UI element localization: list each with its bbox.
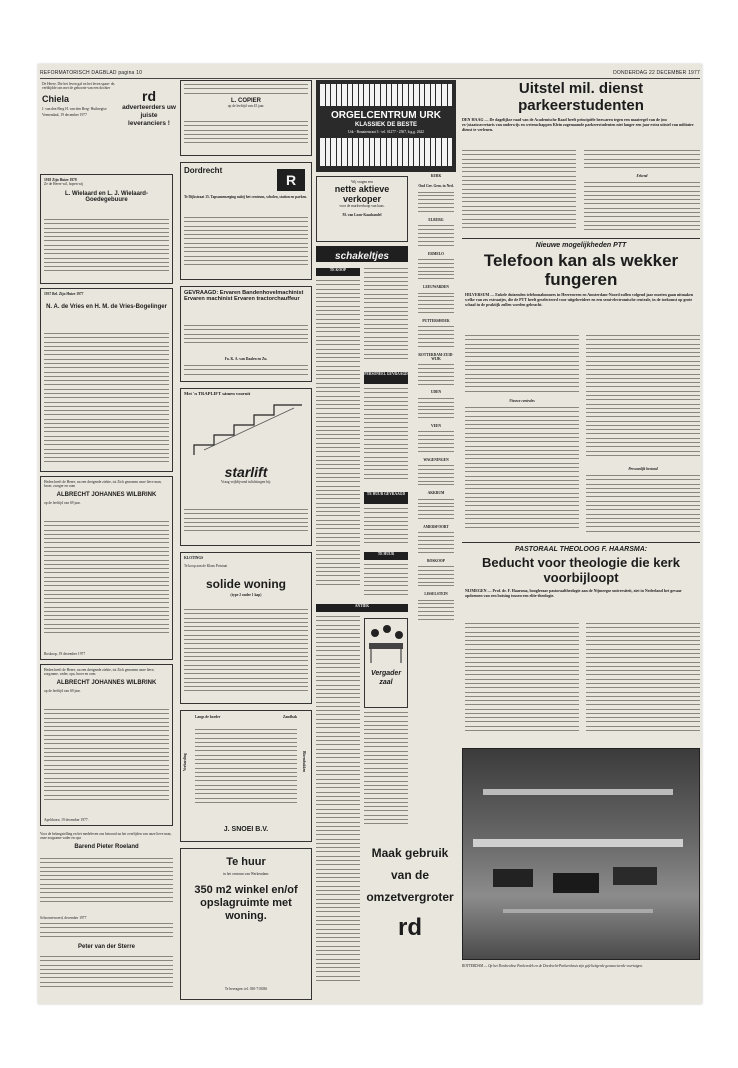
church-text-line bbox=[418, 431, 454, 432]
verkoper-sub: voor de markverkoop van kaas. bbox=[339, 204, 385, 209]
dordrecht-title: Dordrecht bbox=[184, 166, 223, 175]
church-entry bbox=[414, 458, 458, 486]
church-text-line bbox=[418, 346, 454, 347]
headline-2: Telefoon kan als wekker fungeren bbox=[483, 251, 679, 289]
kerk-intro: KERK bbox=[430, 174, 442, 178]
wielaard-dates: 1918 Zijn Huize 1978 bbox=[44, 178, 77, 182]
snoei-top-right: Zandbak bbox=[283, 715, 297, 719]
church-text-line bbox=[418, 192, 454, 193]
church-text-line bbox=[418, 312, 454, 313]
huur-gevraagd-text bbox=[364, 508, 408, 548]
church-text-line bbox=[418, 338, 454, 339]
church-text-line bbox=[418, 611, 454, 612]
roeland-text bbox=[40, 858, 173, 908]
ad-orgelcentrum bbox=[316, 80, 456, 172]
church-text-line bbox=[418, 582, 454, 583]
church-text-line bbox=[418, 263, 454, 264]
church-text-line bbox=[418, 574, 454, 575]
albrecht2-text bbox=[44, 709, 169, 809]
rd-advertisers-ad bbox=[122, 82, 176, 172]
starlift-sub: Vraag vrijblijvend inlichtingen bij: bbox=[221, 480, 271, 485]
te-koop-text bbox=[316, 280, 360, 600]
church-text-line bbox=[418, 413, 454, 414]
church-entry bbox=[414, 218, 458, 246]
church-text-line bbox=[418, 296, 454, 297]
vergaderzaal-label: Vergader zaal bbox=[370, 670, 402, 686]
church-text-line bbox=[418, 199, 454, 200]
starlift-logo: starlift bbox=[224, 464, 268, 481]
copier-age: op de leeftijd van 45 jaar. bbox=[227, 104, 265, 108]
header-right: DONDERDAG 22 DECEMBER 1977 bbox=[613, 70, 700, 76]
church-name: BOSKOOP bbox=[427, 558, 445, 563]
albrecht1-text bbox=[44, 521, 169, 641]
traplift-title: Met 'n TRAPLIFT sámen vooruit bbox=[184, 391, 251, 396]
kloting-title: solide woning bbox=[206, 576, 286, 591]
church-entry bbox=[414, 184, 458, 212]
church-text-line bbox=[418, 384, 454, 385]
church-text-line bbox=[418, 451, 454, 452]
albrecht1-age: op de leeftijd van 69 jaar. bbox=[44, 500, 81, 505]
church-text-line bbox=[418, 548, 454, 549]
ad-kloting bbox=[180, 552, 312, 704]
vries-text bbox=[44, 333, 169, 469]
roeland-intro: Voor de belangstelling en het medeleven ons betoond na het overlijden van onze lieve man, onze zorgzame vader en opa bbox=[40, 832, 172, 841]
gevraagd-firm: Fa. K. A. van Daalen en Zn. bbox=[224, 357, 268, 361]
church-text-line bbox=[418, 435, 454, 436]
ad-verkoper bbox=[316, 176, 408, 242]
parking-photo bbox=[463, 749, 699, 959]
lead-3: NIJMEGEN — Prof. dr. F. Haarsma, hoogleraar pastoraaltheologie aan de Nijmeegse universiteit, ziet in Nederland het gevaar opdoemen van een botsing tussen een elite-theologie. bbox=[465, 588, 682, 598]
ad-snoei bbox=[180, 710, 312, 842]
albrecht2-name: ALBRECHT JOHANNES WILBRINK bbox=[56, 679, 157, 686]
church-text-line bbox=[418, 376, 454, 377]
church-text-line bbox=[418, 615, 454, 616]
announcement-albrecht-1 bbox=[40, 476, 173, 660]
subhead-nieuwe-centrales: Nieuwe centrales bbox=[509, 399, 535, 403]
church-text-line bbox=[418, 600, 454, 601]
ad-traplift bbox=[180, 388, 312, 546]
wielaard-name: L. Wielaard en L. J. Wielaard-Goedegebuure bbox=[65, 190, 148, 203]
church-text-line bbox=[418, 241, 454, 242]
sterre-text bbox=[40, 923, 173, 943]
church-name: AMERSFOORT bbox=[423, 525, 449, 529]
church-text-line bbox=[418, 203, 454, 204]
church-text-line bbox=[418, 469, 454, 470]
church-name: LEEUWARDEN bbox=[423, 285, 449, 290]
classifieds-text-right bbox=[364, 268, 408, 368]
announcement-roeland bbox=[40, 832, 173, 912]
verkoper-head: Wij vragen een bbox=[351, 180, 373, 184]
church-text-line bbox=[418, 368, 454, 369]
copier-name: L. COPIER bbox=[230, 98, 261, 104]
haarsma-article bbox=[462, 542, 700, 742]
column-ads bbox=[180, 80, 312, 1000]
church-name: AKKRUM bbox=[427, 491, 445, 496]
personeel-text bbox=[364, 388, 408, 488]
huur-contact: Te bevragen: tel. 030-710036 bbox=[224, 986, 268, 991]
albrecht2-intro: Heden heeft de Heere, na een dreigende ziekte, tot Zich genomen onze lieve, zorgzame, vader, opa, broer en oom bbox=[44, 668, 155, 677]
church-entry bbox=[414, 559, 458, 587]
article-1-text-left bbox=[462, 150, 576, 234]
church-entry bbox=[414, 319, 458, 347]
huur-big: 350 m2 winkel en/of opslagruimte met woning. bbox=[194, 884, 298, 923]
chiela-place: Veenendaal, 19 december 1977 bbox=[42, 112, 87, 117]
piano-keys-top bbox=[320, 84, 452, 106]
albrecht1-place: Boskoop, 19 december 1977 bbox=[44, 651, 86, 656]
schakeltjes-title: schakeltjes bbox=[335, 251, 389, 262]
church-text-line bbox=[418, 570, 454, 571]
albrecht2-age: op de leeftijd van 69 jaar. bbox=[44, 688, 81, 693]
church-name: ERMELO bbox=[428, 251, 444, 256]
article-3-text-left bbox=[465, 623, 579, 739]
verkoper-name: M. van Loon-Kaashandel bbox=[342, 212, 382, 217]
albrecht2-place: Apeldoorn, 19 december 1977. bbox=[44, 817, 89, 822]
sterre-place: Schoonrewoerd, december 1977 bbox=[40, 916, 87, 920]
church-text-line bbox=[418, 499, 454, 500]
sterre-text-2 bbox=[40, 956, 173, 994]
church-name: WAGENINGEN bbox=[423, 457, 449, 462]
church-entry bbox=[414, 592, 458, 620]
church-text-line bbox=[418, 271, 454, 272]
church-text-line bbox=[418, 409, 454, 410]
announcement-chiela bbox=[40, 80, 124, 160]
church-text-line bbox=[418, 481, 454, 482]
church-text-line bbox=[418, 465, 454, 466]
church-text-line bbox=[418, 334, 454, 335]
church-text-line bbox=[418, 473, 454, 474]
headline-3: Beducht voor theologie die kerk voorbijloopt bbox=[482, 555, 680, 585]
church-text-line bbox=[418, 607, 454, 608]
church-list bbox=[414, 184, 458, 620]
article-2-text-right bbox=[586, 335, 700, 463]
church-name: ELBURG bbox=[428, 217, 444, 222]
chiela-parents: J. van den Berg H. van den Berg- Huibregtse bbox=[42, 106, 107, 111]
ptt-article bbox=[462, 238, 700, 538]
article-1-text-right-2 bbox=[584, 182, 700, 234]
rd-logo: rd bbox=[142, 88, 156, 104]
photo-caption: ROTTERDAM — Op het Dordrechtse Parkeerdek en de Dordrecht-Parkeerbasis zijn gefelicitgerde geassocieerde voertuigen. bbox=[462, 964, 643, 968]
church-entry bbox=[414, 252, 458, 280]
vergader-text bbox=[364, 712, 408, 832]
section-te-huur: TE HUUR bbox=[364, 552, 408, 560]
church-text-line bbox=[418, 402, 454, 403]
church-text-line bbox=[418, 544, 454, 545]
ad-vergaderzaal bbox=[364, 618, 408, 708]
church-name: UDEN bbox=[430, 390, 442, 395]
huur-title: Te huur bbox=[226, 856, 266, 868]
church-text-line bbox=[418, 585, 454, 586]
church-entry bbox=[414, 491, 458, 519]
church-text-line bbox=[418, 233, 454, 234]
wielaard-quote: Ze de Heere wil, hopen wij bbox=[44, 182, 84, 187]
church-text-line bbox=[418, 619, 454, 620]
church-text-line bbox=[418, 274, 454, 275]
chiela-name: Chiela bbox=[42, 93, 70, 104]
church-text-line bbox=[418, 443, 454, 444]
antiek-text bbox=[316, 616, 360, 996]
church-text-line bbox=[418, 552, 454, 553]
article-2-text-left-2 bbox=[465, 407, 579, 535]
wielaard-text bbox=[44, 219, 169, 281]
ad-gevraagd bbox=[180, 286, 312, 382]
dordrecht-body: Te Dijkstraat 15. Tapsamenzeging nabij het centrum, scholen, station en parken. bbox=[184, 195, 308, 199]
article-2-text-left bbox=[465, 335, 579, 395]
church-text-line bbox=[418, 578, 454, 579]
section-personeel: PERSONEEL GEVRAAGD bbox=[364, 372, 408, 384]
church-text-line bbox=[418, 267, 454, 268]
vries-dates: 1937 Bel. Zijn Huize 1977 bbox=[44, 292, 84, 296]
roeland-name: Barend Pieter Roeland bbox=[74, 843, 139, 850]
sterre-name: Peter van der Sterre bbox=[77, 944, 136, 951]
church-text-line bbox=[418, 506, 454, 507]
church-name: VEEN bbox=[431, 424, 441, 429]
church-text-line bbox=[418, 278, 454, 279]
church-text-line bbox=[418, 245, 454, 246]
church-text-line bbox=[418, 326, 454, 327]
schakeltjes-banner bbox=[316, 246, 408, 262]
vries-name: N. A. de Vries en H. M. de Vries-Bogelinger bbox=[46, 304, 167, 311]
church-text-line bbox=[418, 342, 454, 343]
snoei-top-left: Langs de border bbox=[195, 715, 221, 719]
snoei-right: Bloembakken bbox=[301, 751, 306, 773]
omzetvergroter-text: Maak gebruik van de omzetvergroter bbox=[366, 846, 454, 904]
headline-1: Uitstel mil. dienst parkeerstudenten bbox=[518, 80, 644, 114]
church-text-line bbox=[418, 447, 454, 448]
church-text-line bbox=[418, 195, 454, 196]
lead-1: DEN HAAG — De dagelijkse raad van de Academische Raad heeft principiële bezwaren tegen een maatregel van de (nu ex-)staatssecretaris van onderwijs en wetenschappen Klein zogenaamde parkeerstudenten niet langer een jaar extra uitstel van militaire dienst te verlenen. bbox=[462, 117, 694, 132]
announcement-sterre bbox=[40, 916, 173, 996]
church-text-line bbox=[418, 211, 454, 212]
column-announcements bbox=[40, 80, 173, 1000]
section-antiek: ANTIEK bbox=[316, 604, 408, 612]
church-text-line bbox=[418, 225, 454, 226]
church-text-line bbox=[418, 372, 454, 373]
staircase-illustration bbox=[184, 400, 310, 460]
church-name: ROTTERDAM-ZUID-WIJK bbox=[418, 352, 454, 361]
church-text-line bbox=[418, 532, 454, 533]
church-text-line bbox=[418, 540, 454, 541]
subhead-erkend: Erkend bbox=[636, 174, 648, 178]
church-text-line bbox=[418, 304, 454, 305]
piano-keys-bottom bbox=[320, 138, 452, 166]
orgel-sub: KLASSIEK DE BESTE bbox=[354, 122, 417, 128]
orgel-title: ORGELCENTRUM URK bbox=[331, 110, 441, 121]
realtor-logo: R bbox=[277, 169, 305, 191]
church-text-line bbox=[418, 510, 454, 511]
huur-sub: in het centrum van Werkendam: bbox=[223, 872, 269, 876]
church-name: PUTTERSHOEK bbox=[422, 318, 450, 323]
church-text-line bbox=[418, 229, 454, 230]
header-left: REFORMATORISCH DAGBLAD pagina 10 bbox=[40, 70, 143, 76]
chiela-intro: De Heere, Die het leven gaf en het leven spaar- de, verblijdde ons met de geboorte van een dochter bbox=[42, 82, 116, 91]
ad-omzetvergroter bbox=[364, 836, 456, 996]
church-text-line bbox=[418, 503, 454, 504]
column-news bbox=[462, 80, 700, 1000]
section-huur-gevraagd: TE HUUR GEVRAAGD bbox=[364, 492, 408, 504]
snoei-name: J. SNOEI B.V. bbox=[223, 826, 269, 833]
article-1-text-right bbox=[584, 150, 700, 170]
announcement-wielaard bbox=[40, 174, 173, 284]
church-text-line bbox=[418, 484, 454, 485]
announcement-albrecht-2 bbox=[40, 664, 173, 826]
church-entry bbox=[414, 390, 458, 418]
announcement-vries bbox=[40, 288, 173, 472]
article-2-text-right-2 bbox=[586, 475, 700, 535]
church-text-line bbox=[418, 330, 454, 331]
verkoper-title: nette aktieve verkoper bbox=[334, 184, 390, 205]
article-3-text-right bbox=[586, 623, 700, 739]
church-text-line bbox=[418, 417, 454, 418]
church-entry bbox=[414, 525, 458, 553]
church-text-line bbox=[418, 364, 454, 365]
church-text-line bbox=[418, 398, 454, 399]
church-name: Oud Ger. Gem. in Ned. bbox=[418, 184, 454, 189]
church-text-line bbox=[418, 566, 454, 567]
church-text-line bbox=[418, 518, 454, 519]
church-text-line bbox=[418, 293, 454, 294]
gevraagd-title: GEVRAAGD: Ervaren Bandenhovelmachinist Ervaren machinist Ervaren tractorchauffeur bbox=[184, 290, 304, 303]
church-text-line bbox=[418, 603, 454, 604]
rd-logo-bottom: rd bbox=[398, 914, 422, 941]
kicker-2: Nieuwe mogelijkheden PTT bbox=[535, 242, 627, 249]
kicker-3: PASTORAAL THEOLOOG F. HAARSMA: bbox=[514, 546, 648, 553]
newspaper-page bbox=[38, 64, 702, 1004]
church-text-line bbox=[418, 300, 454, 301]
subhead-persoonlijk-bestand: Persoonlijk bestand bbox=[628, 467, 658, 471]
church-text-line bbox=[418, 477, 454, 478]
orgel-addr: Urk - Bonairestraat 3 - tel. 01277 - 2507, b.g.g. 2622 bbox=[348, 130, 424, 134]
ad-dordrecht bbox=[180, 162, 312, 280]
meeting-room-illustration bbox=[365, 619, 407, 707]
church-text-line bbox=[418, 237, 454, 238]
church-entry bbox=[414, 424, 458, 452]
te-huur-text bbox=[364, 564, 408, 600]
church-entry bbox=[414, 353, 458, 385]
kloting-head: KLOTINGS bbox=[184, 556, 204, 560]
section-te-koop: TE KOOP bbox=[316, 268, 360, 276]
page-header bbox=[40, 66, 700, 79]
albrecht1-intro: Heden heeft de Heere, na een dreigende ziekte, tot Zich genomen onze lieve man, broer, zwager en oom bbox=[44, 480, 162, 489]
church-text-line bbox=[418, 536, 454, 537]
church-text-line bbox=[418, 259, 454, 260]
kloting-type: (type 2 onder 1 kap) bbox=[230, 592, 262, 597]
ad-copier bbox=[180, 80, 312, 156]
ad-te-huur bbox=[180, 848, 312, 1000]
kloting-sub: Te koop aan de Klaas Potstaat bbox=[184, 564, 228, 569]
column-church-services bbox=[414, 174, 458, 804]
news-photo bbox=[462, 748, 700, 960]
church-text-line bbox=[418, 308, 454, 309]
albrecht1-name: ALBRECHT JOHANNES WILBRINK bbox=[56, 491, 157, 498]
lead-2: HILVERSUM — Enkele duizenden telefoonabonnees in Heerenveen en Amsterdam-Noord zullen volgend jaar moeten gaan uitmaken welke van zes extraatjes, die de PTT heeft geselecteerd voor uitgebreidere en een semi-electromische centrale, in de toekomst op grote schaal in de praktijk zullen worden gebracht. bbox=[465, 292, 694, 307]
church-text-line bbox=[418, 514, 454, 515]
rd-advertisers-text: adverteerders uw juiste leveranciers ! bbox=[122, 104, 176, 127]
church-text-line bbox=[418, 380, 454, 381]
church-entry bbox=[414, 285, 458, 313]
church-text-line bbox=[418, 439, 454, 440]
church-text-line bbox=[418, 406, 454, 407]
church-text-line bbox=[418, 207, 454, 208]
snoei-left: Verharding bbox=[183, 753, 187, 771]
church-name: LISSELSTEIN bbox=[424, 592, 448, 597]
